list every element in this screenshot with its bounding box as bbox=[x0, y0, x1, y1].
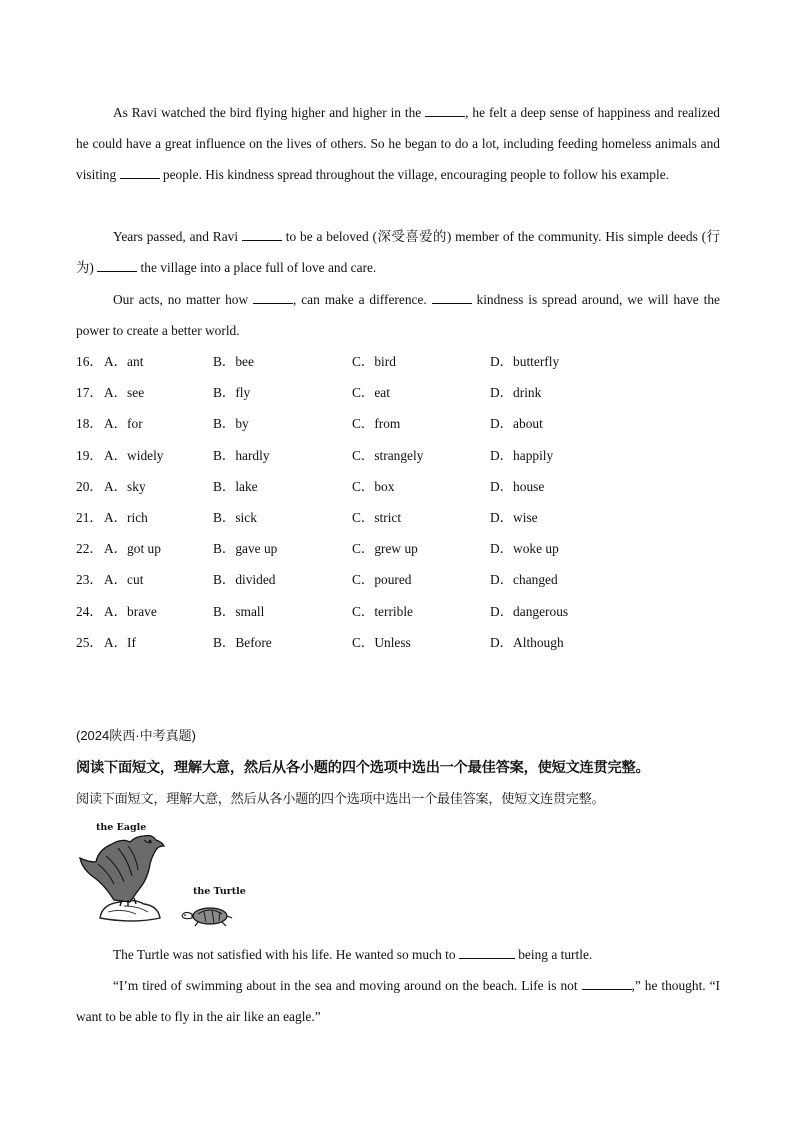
option-b: B．hardly bbox=[213, 447, 270, 463]
option-d: D．house bbox=[490, 478, 545, 494]
option-a: A．rich bbox=[104, 509, 148, 525]
option-a: A．If bbox=[104, 634, 136, 650]
question-row bbox=[76, 627, 720, 658]
question-source: (2024陕西·中考真题) bbox=[76, 728, 196, 743]
question-number: 20． bbox=[76, 478, 103, 494]
question-row bbox=[76, 471, 720, 502]
option-b: B．sick bbox=[213, 509, 257, 525]
paragraph-text: , he felt a deep sense of happiness and realized he could have a great influence on the lives of others. So he began to do a lot, including feeding homeless animals and visiting bbox=[76, 105, 720, 182]
eagle-turtle-illustration bbox=[78, 822, 244, 930]
paragraph-text: the village into a place full of love and care. bbox=[137, 260, 377, 275]
answer-blank bbox=[242, 228, 282, 241]
answer-blank bbox=[120, 166, 160, 179]
question-row bbox=[76, 346, 720, 377]
option-d: D．drink bbox=[490, 385, 542, 401]
question-row bbox=[76, 533, 720, 564]
option-a: A．got up bbox=[104, 541, 161, 557]
paragraph-text: As Ravi watched the bird flying higher and higher in the bbox=[113, 105, 426, 120]
question-number: 24． bbox=[76, 603, 103, 619]
answer-blank bbox=[97, 259, 137, 272]
question-number: 16． bbox=[76, 354, 103, 369]
story-paragraph-2 bbox=[76, 970, 720, 1032]
option-a: A．for bbox=[104, 416, 143, 432]
answer-blank bbox=[425, 104, 465, 117]
option-c: C．poured bbox=[352, 572, 412, 588]
option-b: B．bee bbox=[213, 354, 254, 369]
option-c: C．from bbox=[352, 416, 401, 432]
option-c: C．grew up bbox=[352, 541, 418, 557]
option-d: D．wise bbox=[490, 509, 538, 525]
option-d: D．butterfly bbox=[490, 354, 560, 369]
question-number: 19． bbox=[76, 447, 103, 463]
option-d: D．about bbox=[490, 416, 543, 432]
option-a: A．see bbox=[104, 385, 145, 401]
option-d: D．happily bbox=[490, 447, 554, 463]
option-b: B．Before bbox=[213, 634, 272, 650]
option-d: D．dangerous bbox=[490, 603, 569, 619]
paragraph-text: kindness is spread around, we will have the power to create a better world. bbox=[76, 292, 720, 338]
question-number: 22． bbox=[76, 541, 103, 557]
question-row bbox=[76, 564, 720, 595]
question-row bbox=[76, 502, 720, 533]
option-a: A．cut bbox=[104, 572, 144, 588]
eagle-label: the Eagle bbox=[96, 822, 147, 833]
option-d: D．changed bbox=[490, 572, 558, 588]
paragraph-text: The Turtle was not satisfied with his life. He wanted so much to bbox=[113, 947, 459, 962]
question-options bbox=[76, 346, 720, 658]
option-a: A．ant bbox=[104, 354, 144, 369]
option-b: B．small bbox=[213, 603, 265, 619]
option-a: A．widely bbox=[104, 447, 164, 463]
option-c: C．strangely bbox=[352, 447, 424, 463]
option-b: B．gave up bbox=[213, 541, 278, 557]
story-paragraph-1 bbox=[76, 939, 720, 970]
answer-blank bbox=[459, 946, 515, 959]
option-d: D．Although bbox=[490, 634, 564, 650]
instruction-bold: 阅读下面短文，理解大意，然后从各小题的四个选项中选出一个最佳答案，使短文连贯完整。 bbox=[76, 760, 650, 776]
paragraph-text: being a turtle. bbox=[514, 947, 593, 962]
question-number: 23． bbox=[76, 572, 103, 588]
instruction: 阅读下面短文，理解大意，然后从各小题的四个选项中选出一个最佳答案，使短文连贯完整。 bbox=[76, 792, 605, 807]
paragraph-text: ,” he thought. “I want to be able to fly in the air like an eagle.” bbox=[76, 978, 721, 1024]
eagle-turtle-drawing bbox=[78, 822, 244, 930]
question-number: 17． bbox=[76, 385, 103, 401]
paragraph-text: , can make a difference. bbox=[293, 292, 432, 307]
option-a: A．sky bbox=[104, 478, 146, 494]
paragraph-text: Our acts, no matter how bbox=[113, 292, 254, 307]
answer-blank bbox=[582, 977, 632, 990]
paragraph-text: to be a beloved (深受喜爱的) member of the community. His simple deeds (行为) bbox=[76, 229, 720, 275]
turtle-label: the Turtle bbox=[193, 886, 246, 897]
question-number: 25． bbox=[76, 634, 103, 650]
answer-blank bbox=[432, 291, 472, 304]
option-c: C．box bbox=[352, 478, 395, 494]
option-b: B．by bbox=[213, 416, 249, 432]
passage-paragraph-2 bbox=[76, 221, 720, 283]
question-number: 21． bbox=[76, 509, 103, 525]
question-row bbox=[76, 596, 720, 627]
question-number: 18． bbox=[76, 416, 103, 432]
option-b: B．lake bbox=[213, 478, 258, 494]
paragraph-text: Years passed, and Ravi bbox=[113, 229, 242, 244]
option-c: C．Unless bbox=[352, 634, 411, 650]
option-c: C．terrible bbox=[352, 603, 413, 619]
option-a: A．brave bbox=[104, 603, 157, 619]
option-b: B．divided bbox=[213, 572, 276, 588]
option-c: C．bird bbox=[352, 354, 396, 369]
passage-paragraph-1 bbox=[76, 97, 720, 190]
question-row bbox=[76, 408, 720, 439]
option-b: B．fly bbox=[213, 385, 251, 401]
question-row bbox=[76, 440, 720, 471]
paragraph-text: people. His kindness spread throughout the village, encouraging people to follow his example. bbox=[159, 167, 670, 182]
option-d: D．woke up bbox=[490, 541, 559, 557]
question-row bbox=[76, 377, 720, 408]
passage-paragraph-3 bbox=[76, 284, 720, 346]
option-c: C．strict bbox=[352, 509, 402, 525]
answer-blank bbox=[253, 291, 293, 304]
paragraph-text: “I’m tired of swimming about in the sea and moving around on the beach. Life is not bbox=[113, 978, 582, 993]
option-c: C．eat bbox=[352, 385, 390, 401]
